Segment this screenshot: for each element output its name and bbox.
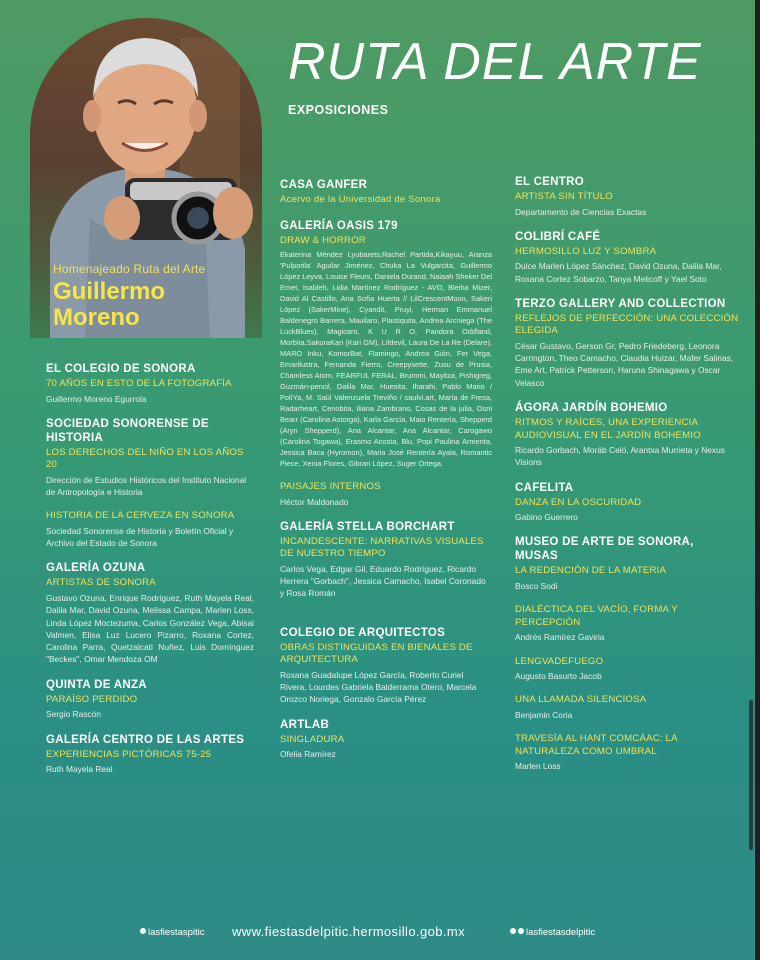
exhibition-entry (46, 561, 254, 665)
social-handle-text: lasfiestasdelpitic (526, 927, 596, 938)
honoree-last-name: Moreno (53, 304, 140, 331)
artists: Marlen Loss (515, 761, 561, 772)
social-handle-right[interactable] (510, 927, 595, 938)
artists: Andrés Ramírez Gaviria (515, 632, 605, 643)
venue-name: MUSEO DE ARTE DE SONORA, MUSAS (515, 536, 694, 563)
exhibition-title: OBRAS DISTINGUIDAS EN BIENALES DE ARQUITECTURA (280, 641, 473, 666)
venue-name: COLIBRÍ CAFÉ (515, 230, 601, 243)
venue-name: SOCIEDAD SONORENSE DE HISTORIA (46, 417, 209, 444)
exhibitions-column-right (515, 175, 739, 784)
honoree-name (53, 279, 165, 331)
venue-name: EL COLEGIO DE SONORA (46, 363, 196, 375)
exhibition-entry (46, 362, 254, 405)
footer (0, 923, 755, 943)
venue-name: ARTLAB (280, 718, 330, 731)
venue-name: COLEGIO DE ARQUITECTOS (280, 626, 446, 639)
social-handle-text: lasfiestaspitic (148, 927, 205, 938)
artists: Ekaterina Méndez Lyubarets,Rachel Partida,Kikayuu, Aranza 'Pulporila' Aguilar Jiménez, Chuka La Vulgarcita, Guillermo López Leyva, Louise Fleurs, Daniela Durand, Naiaah Sheker Del Emet, Isableh, Lidia Martínez Rodríguez - AVO, Bleiha Mizer, David Al Castillo, Ana Sofía Huerta // LilCrescentMoon, Sakeri López (SakerMine), Cyandit, Pruyi, Herman Emmanuel Baldenegro Barrera, Mauilaro, Plastiquita, Andrea Arcniega (The LuckBlues), Magicaro, K U R O, Pandora Oddland, Morbita,SakuraKari (Kari GM), Lifdevil, Laura De La Re (Delare), MARO Inku, KomorBat, Flamingo, Andrea Gión, Fer Vega, Emarilustra, Fernanda Fierro, Creepysette, Zusu de Prusia, Chamless Atom, FEARFUL FERAL, Brummi, Mayitza, Pishigreg, Guzmán-pencil, Dalila Mar, Huesita, Iharahi, Pablo Mario / PolíYa, M. Saúl Valenzuela Treviño / saulvi.art, María de Fresa, Radarheart, Cenobita, Iliana Zambrano, Cosas de la julia, Osni Bearr (Carolina Astorga), Karla García, Maio Rentería, Shepperd (Aryn Shepperd), Ana Alcantar, Ana Alcantar, Carogawo (Carolina Togawa), Erasmo Acosta, Blu, Popi Paulina Armenta, Jessica Baca (Hyromon), Maria José Rentería Ayala, Romantic Piece, Xenia Flores, Gibran López, Suger Ortega. (280, 250, 492, 468)
venue-name: CAFELITA (515, 481, 574, 494)
artists: Ofelia Ramírez (280, 749, 336, 760)
instagram-icon (518, 928, 524, 934)
page-title: RUTA DEL ARTE (288, 33, 702, 91)
artists: Ruth Mayela Real (46, 764, 113, 775)
exhibition-entry (515, 604, 739, 643)
exhibition-title: INCANDESCENTE: NARRATIVAS VISUALES DE NUESTRO TIEMPO (280, 535, 484, 560)
artists: Benjamin Coria (515, 709, 573, 720)
exhibition-title: ARTISTAS DE SONORA (46, 577, 156, 589)
exhibition-title: DRAW & HORROR (280, 234, 366, 246)
exhibition-title: TRAVESÍA AL HANT COMCÁAC: LA NATURALEZA COMO UMBRAL (515, 733, 678, 757)
exhibition-title: PAISAJES INTERNOS (280, 481, 381, 492)
honoree-first-name: Guillermo (53, 278, 166, 305)
exhibition-title: HERMOSILLO LUZ Y SOMBRA (515, 245, 657, 257)
exhibition-entry (46, 510, 254, 549)
artists: Augusto Basurto Jacob (515, 671, 602, 682)
venue-name: GALERÍA OZUNA (46, 562, 146, 575)
exhibition-entry (280, 718, 492, 761)
exhibition-entry (515, 694, 739, 721)
exhibitions-column-left (46, 362, 254, 787)
exhibition-entry (280, 520, 492, 600)
social-handle-left[interactable] (140, 927, 205, 938)
artists: Dirección de Estudios Históricos del Instituto Nacional de Antropología e Historia (46, 474, 247, 498)
exhibition-entry (515, 230, 739, 285)
venue-name: GALERÍA CENTRO DE LAS ARTES (46, 733, 245, 746)
exhibition-title: 70 AÑOS EN ESTO DE LA FOTOGRAFÍA (46, 378, 232, 389)
artists: Dulce Marlen López Sánchez, David Ozuna, Dalila Mar, Roxana Cortez Sobarzo, Tanya Melicoff y Yael Soto (515, 261, 722, 284)
exhibition-title: REFLEJOS DE PERFECCIÓN: UNA COLECCIÓN ELEGIDA (515, 312, 739, 337)
page-subtitle: EXPOSICIONES (288, 103, 389, 117)
exhibition-entry (515, 481, 739, 524)
artists: Sergio Rascón (46, 709, 101, 720)
exhibition-entry (515, 401, 739, 469)
artists: Ricardo Gorbach, Moráb Celó, Arantxa Murrieta y Nexus Visions (515, 445, 725, 468)
exhibitions-column-middle (280, 178, 492, 772)
exhibition-entry (515, 535, 739, 592)
exhibition-title: HISTORIA DE LA CERVEZA EN SONORA (46, 510, 235, 522)
venue-name: CASA GANFER (280, 179, 368, 191)
exhibition-title: PARAÍSO PERDIDO (46, 693, 138, 705)
artists: Bosco Sodi (515, 580, 558, 591)
artists: César Gustavo, Gerson Gr, Pedro Friedeberg, Leonora Carrington, Theo Camacho, Claudia Huizar, Mafer Salinas, Eme Art, Patrick Petterson, Haruna Shinagawa y Oscar Velasco (515, 340, 734, 388)
website-link[interactable]: www.fiestasdelpitic.hermosillo.gob.mx (232, 924, 465, 939)
exhibition-title: DANZA EN LA OSCURIDAD (515, 496, 642, 508)
exhibition-entry (280, 626, 492, 706)
exhibition-entry (515, 656, 739, 683)
venue-name: TERZO GALLERY AND COLLECTION (515, 297, 726, 310)
venue-name: EL CENTRO (515, 176, 584, 188)
artists: Carlos Vega, Edgar Gil, Eduardo Rodríguez, Ricardo Herrera "Gorbach", Jessica Camacho, Isabel Coronado y Rosa Román (280, 563, 486, 599)
exhibition-title: EXPERIENCIAS PICTÓRICAS 75-25 (46, 748, 212, 760)
venue-name: QUINTA DE ANZA (46, 678, 147, 691)
artists: Sociedad Sonorense de Historia y Boletín Oficial y Archivo del Estado de Sonora (46, 525, 234, 549)
artists: Guillermo Moreno Egurrola (46, 393, 147, 404)
exhibition-title: LOS DERECHOS DEL NIÑO EN LOS AÑOS 20 (46, 446, 244, 471)
exhibition-title: SINGLADURA (280, 733, 345, 745)
exhibition-entry (280, 481, 492, 508)
exhibition-title: Acervo de la Universidad de Sonora (280, 194, 441, 205)
exhibition-entry (280, 178, 492, 207)
exhibition-title: ARTISTA SIN TÍTULO (515, 191, 613, 202)
exhibition-entry (515, 733, 739, 772)
artists: Héctor Maldonado (280, 496, 349, 507)
exhibition-entry (515, 175, 739, 218)
venue-name: GALERÍA OASIS 179 (280, 219, 398, 232)
exhibition-entry (280, 219, 492, 470)
exhibition-entry (515, 297, 739, 389)
exhibition-title: DIALÉCTICA DEL VACÍO, FORMA Y PERCEPCIÓN (515, 604, 678, 628)
exhibition-entry (46, 678, 254, 721)
exhibition-title: LA REDENCIÓN DE LA MATERIA (515, 565, 667, 577)
exhibition-title: UNA LLAMADA SILENCIOSA (515, 694, 647, 706)
venue-name: GALERÍA STELLA BORCHART (280, 520, 455, 533)
exhibition-title: LENGVADEFUEGO (515, 655, 604, 667)
social-icon (140, 928, 146, 934)
honoree-label: Homenajeado Ruta del Arte (53, 262, 206, 276)
scrollbar[interactable] (749, 700, 753, 850)
artists: Gabino Guerrero (515, 512, 578, 523)
artists: Roxana Guadalupe López García, Roberto Curiel Rivera, Lourdes Gabriela Balderrama Otero, Marcela Orozco Noriega, Gonzalo García Pérez (280, 669, 477, 705)
artists: Departamento de Ciencias Exactas (515, 206, 647, 217)
facebook-icon (510, 928, 516, 934)
exhibition-title: RITMOS Y RAÍCES, UNA EXPERIENCIA AUDIOVISUAL EN EL JARDÍN BOHEMIO (515, 417, 701, 441)
artists: Gustavo Ozuna, Enrique Rodríguez, Ruth Mayela Real, Dalila Mar, David Ozuna, Melissa Campa, Marlen Loss, Linda López Moctezuma, Carlos González Vega, Abisai Valmen, Elisa Luz Lucero Pizarro, Roxana Cortez, Carolina Parra, Quetzalcatl Nuñez, Luis Domínguez "Beckes", Omar Mendoza OM (46, 592, 254, 665)
venue-name: ÁGORA JARDÍN BOHEMIO (515, 402, 668, 415)
exhibition-entry (46, 733, 254, 776)
exhibition-entry (46, 417, 254, 499)
